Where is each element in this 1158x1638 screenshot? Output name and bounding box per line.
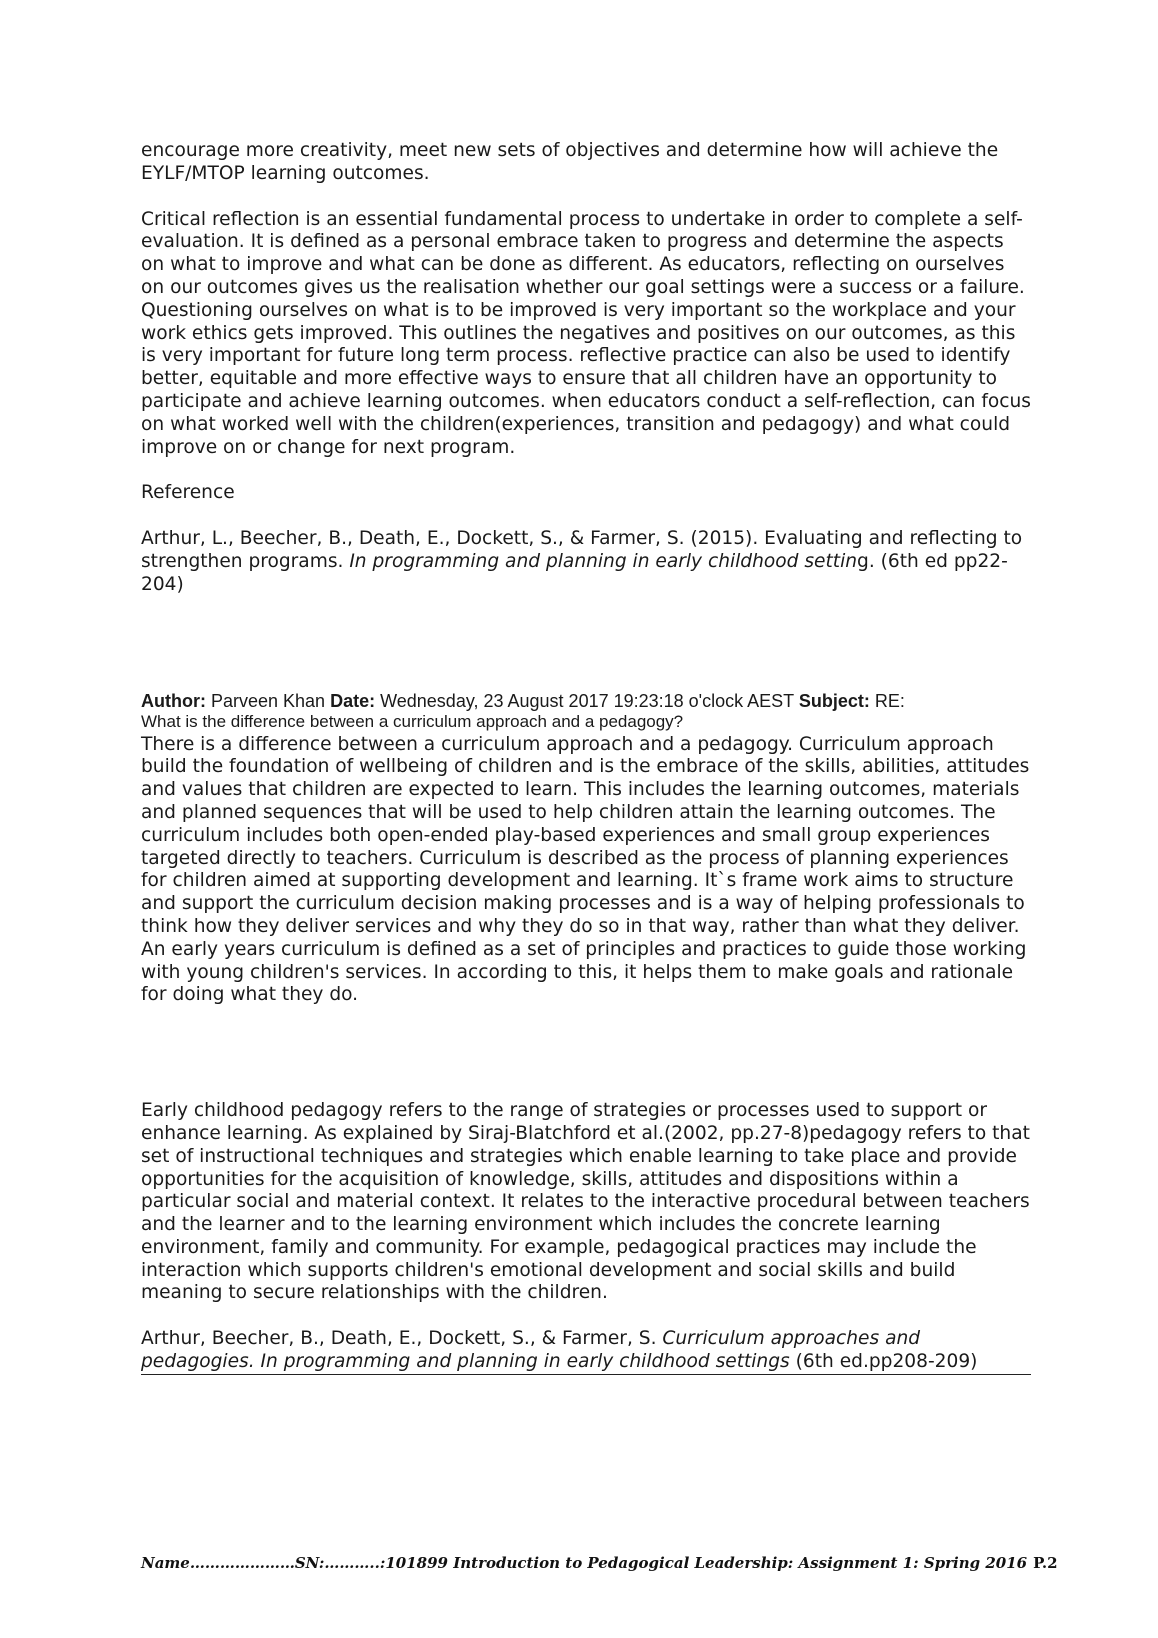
reference-2-tail: (6th ed.pp208-209)	[789, 1351, 978, 1373]
footer-text: Name…………………SN:………..:101899 Introduction to Pedagogical Leadership: Assignment 1: Spring 2016	[141, 1554, 1028, 1572]
reference-heading: Reference	[141, 482, 235, 504]
reference-entry-1	[141, 528, 1031, 596]
subject-label: Subject:	[798, 690, 870, 711]
reference-1-text: Arthur, L., Beecher, B., Death, E., Dockett, S., & Farmer, S. (2015). Evaluating and reflecting to strengthen programs.	[141, 528, 1023, 572]
reference-2-italic: Curriculum approaches and pedagogies. In programming and planning in early childhood settings	[141, 1328, 921, 1373]
subject-prefix: RE:	[869, 690, 905, 711]
date-label: Date:	[330, 690, 376, 711]
author-name: Parveen Khan	[205, 690, 331, 711]
reference-2-text: Arthur, Beecher, B., Death, E., Dockett, S., & Farmer, S.	[141, 1328, 663, 1350]
curriculum-paragraph: There is a difference between a curriculum approach and a pedagogy. Curriculum approach build the foundation of wellbeing of children and is the embrace of the skills, abilities, attitudes and values that children are expected to learn. This includes the learning outcomes, materials and planned sequences that will be used to help children attain the learning outcomes. The curriculum includes both open-ended play-based experiences and small group experiences targeted directly to teachers. Curriculum is described as the process of planning experiences for children aimed at supporting development and learning. It`s frame work aims to structure and support the curriculum decision making processes and is a way of helping professionals to think how they deliver services and why they do so in that way, rather than what they deliver. An early years curriculum is defined as a set of principles and practices to guide those working with young children's services. In according to this, it helps them to make goals and rationale for doing what they do.	[141, 733, 1030, 1006]
intro-paragraph: encourage more creativity, meet new sets of objectives and determine how will achieve the EYLF/MTOP learning outcomes.	[141, 140, 999, 184]
spacer	[141, 1030, 1031, 1100]
reference-entry-2	[141, 1328, 1031, 1375]
post-subject: What is the difference between a curriculum approach and a pedagogy?	[141, 711, 684, 731]
post-date: Wednesday, 23 August 2017 19:23:18 o'clock AEST	[375, 690, 799, 711]
pedagogy-paragraph: Early childhood pedagogy refers to the range of strategies or processes used to support or enhance learning. As explained by Siraj-Blatchford et al.(2002, pp.27-8)pedagogy refers to that set of instructional techniques and strategies which enable learning to take place and provide opportunities for the acquisition of knowledge, skills, attitudes and dispositions within a particular social and material context. It relates to the interactive procedural between teachers and the learner and to the learning environment which includes the concrete learning environment, family and community. For example, pedagogical practices may include the interaction which supports children's emotional development and social skills and build meaning to secure relationships with the children.	[141, 1100, 1030, 1304]
author-label: Author:	[141, 690, 206, 711]
spacer	[141, 620, 1031, 690]
reference-1-italic: In programming and planning in early childhood settin	[349, 550, 858, 572]
reference-1-tail: g. (6th ed pp22-204)	[141, 550, 1008, 595]
page-footer	[141, 1554, 1058, 1572]
page-number: P.2	[1033, 1554, 1058, 1572]
document-body	[141, 140, 1031, 1375]
post-header	[141, 690, 1031, 712]
critical-reflection-paragraph: Critical reflection is an essential fundamental process to undertake in order to complete a self-evaluation. It is defined as a personal embrace taken to progress and determine the aspects on what to improve and what can be done as different. As educators, reflecting on ourselves on our outcomes gives us the realisation whether our goal settings were a success or a failure. Questioning ourselves on what is to be improved is very important so the workplace and your work ethics gets improved. This outlines the negatives and positives on our outcomes, as this is very important for future long term process. reflective practice can also be used to identify better, equitable and more effective ways to ensure that all children have an opportunity to participate and achieve learning outcomes. when educators conduct a self-reflection, can focus on what worked well with the children(experiences, transition and pedagogy) and what could improve on or change for next program.	[141, 208, 1031, 458]
